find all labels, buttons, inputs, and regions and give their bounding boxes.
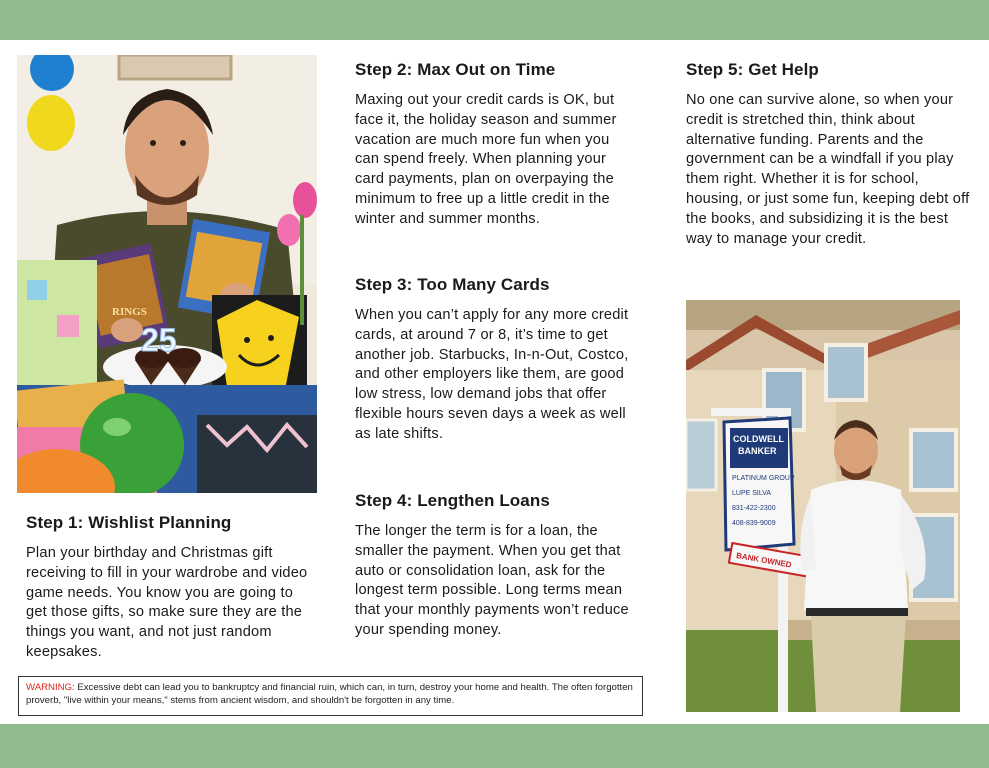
sign-line-2: BANKER: [738, 446, 777, 456]
step-1-title: Step 1: Wishlist Planning: [26, 513, 232, 532]
game-title-text: RINGS: [112, 306, 147, 318]
step-1-body: Plan your birthday and Christmas gift receiving to fill in your wardrobe and video game needs. You know you are going to get those gifts, so make sure they are the things you want, and not just random keepsakes.: [26, 545, 308, 660]
step-5-title: Step 5: Get Help: [686, 60, 819, 79]
step-2-title: Step 2: Max Out on Time: [355, 60, 556, 79]
sign-rider-text: BANK OWNED: [735, 550, 793, 570]
sign-line-3: PLATINUM GROUP: [732, 475, 795, 482]
step-3: [355, 275, 637, 445]
birthday-gifts-photo: [17, 55, 317, 493]
step-4: [355, 491, 637, 641]
warning-box: [18, 676, 643, 716]
house-sign-photo: [686, 300, 960, 712]
step-5-body: No one can survive alone, so when your credit is stretched thin, think about alternative funding. Parents and the government can be a windfall if you play them right. Whether it is for school, housing, or just some fun, keeping debt off the books, and subsidizing it is the best way to manage your credit.: [686, 92, 970, 247]
warning-label: WARNING:: [26, 682, 75, 693]
warning-text: Excessive debt can lead you to bankruptcy and financial ruin, which can, in turn, destroy your home and health. The often forgotten proverb, "live within your means," stems from ancient wisdom, and shouldn't be forgotten in any time.: [26, 682, 633, 706]
sign-line-1: COLDWELL: [733, 434, 784, 444]
step-4-title: Step 4: Lengthen Loans: [355, 491, 550, 510]
step-2: [355, 60, 637, 230]
sign-line-6: 408-839-9009: [732, 520, 776, 527]
step-3-title: Step 3: Too Many Cards: [355, 275, 550, 294]
step-2-body: Maxing out your credit cards is OK, but face it, the holiday season and summer vacation are much more fun when you can spend freely. When planning your card payments, plan on overpaying the minimum to free up a little credit in the winter and summer months.: [355, 92, 617, 227]
sign-line-5: 831-422-2300: [732, 505, 776, 512]
cake-digits-text: 25: [141, 322, 177, 358]
step-4-body: The longer the term is for a loan, the smaller the payment. When you get that auto or consolidation loan, ask for the longest term possible. Long terms mean that your monthly payments won’t reduce your spending money.: [355, 523, 629, 638]
step-1: [26, 513, 316, 663]
top-band: [0, 0, 989, 40]
sign-line-4: LUPE SILVA: [732, 490, 771, 497]
step-5: [686, 60, 970, 249]
step-3-body: When you can’t apply for any more credit cards, at around 7 or 8, it’s time to get another job. Starbucks, In-n-Out, Costco, and other employers like them, are good low stress, low demand jobs that offer flexible hours seven days a week as well as late shifts.: [355, 307, 629, 442]
bottom-band: [0, 724, 989, 768]
